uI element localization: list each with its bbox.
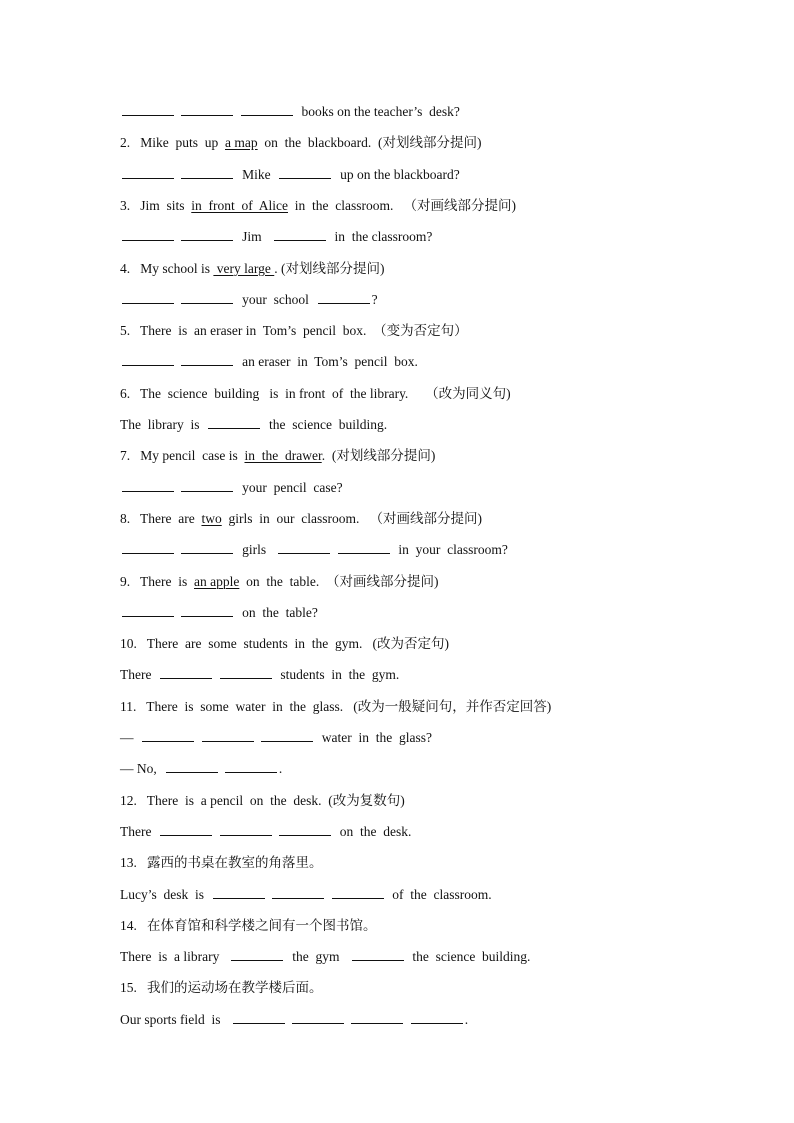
worksheet-line: [120, 886, 492, 904]
worksheet-line: [120, 979, 323, 997]
answer-blank[interactable]: [181, 615, 233, 617]
underlined-target-text: in front of Alice: [191, 197, 288, 213]
answer-blank[interactable]: [181, 552, 233, 554]
answer-blank[interactable]: [122, 302, 174, 304]
answer-blank[interactable]: [261, 740, 313, 742]
worksheet-line: [120, 854, 323, 872]
worksheet-line: [120, 291, 378, 309]
answer-blank[interactable]: [352, 959, 404, 961]
line-text: 6. The science building is in front of the library. （改为同义句): [120, 385, 511, 401]
answer-blank[interactable]: [332, 897, 384, 899]
answer-blank[interactable]: [411, 1022, 463, 1024]
answer-blank[interactable]: [241, 114, 293, 116]
line-text: [287, 1012, 290, 1027]
line-text: 15. 我们的运动场在教学楼后面。: [120, 980, 323, 996]
worksheet-line: [120, 134, 481, 152]
line-text: Our sports field is: [120, 1011, 231, 1027]
worksheet-line: [120, 479, 343, 497]
line-text: in the classroom. （对画线部分提问): [288, 197, 516, 213]
line-text: on the table. （对画线部分提问): [239, 573, 439, 589]
line-text: There: [120, 667, 159, 683]
answer-blank[interactable]: [122, 177, 174, 179]
worksheet-line: [120, 510, 482, 528]
line-text: 3. Jim sits: [120, 197, 192, 213]
answer-blank[interactable]: [160, 677, 212, 679]
answer-blank[interactable]: [279, 834, 331, 836]
answer-blank[interactable]: [122, 239, 174, 241]
line-text: [256, 730, 259, 745]
worksheet-line: [120, 322, 468, 340]
line-text: 9. There is: [120, 573, 194, 589]
answer-blank[interactable]: [318, 302, 370, 304]
worksheet-line: [120, 698, 551, 716]
worksheet-line: [120, 353, 418, 371]
line-text: —: [120, 730, 141, 745]
line-text: of the classroom.: [385, 886, 492, 902]
line-text: — No,: [120, 761, 164, 777]
worksheet-line: [120, 573, 438, 591]
answer-blank[interactable]: [292, 1022, 344, 1024]
worksheet-line: [120, 166, 460, 184]
line-text: [196, 730, 199, 745]
answer-blank[interactable]: [122, 490, 174, 492]
line-text: . (对划线部分提问): [274, 260, 385, 276]
underlined-target-text: a map: [225, 135, 258, 151]
answer-blank[interactable]: [122, 364, 174, 366]
line-text: Mike: [235, 166, 278, 182]
worksheet-line: [120, 760, 282, 778]
line-text: in the classroom?: [327, 229, 433, 245]
answer-blank[interactable]: [220, 834, 272, 836]
underlined-target-text: in the drawer: [244, 448, 322, 464]
worksheet-line: [120, 541, 508, 559]
answer-blank[interactable]: [160, 834, 212, 836]
worksheet-line: [120, 792, 405, 810]
worksheet-line: [120, 228, 432, 246]
answer-blank[interactable]: [213, 897, 265, 899]
answer-blank[interactable]: [166, 771, 218, 773]
answer-blank[interactable]: [220, 677, 272, 679]
worksheet-line: [120, 948, 530, 966]
answer-blank[interactable]: [202, 740, 254, 742]
line-text: Jim: [235, 229, 272, 245]
line-text: [176, 605, 179, 620]
answer-blank[interactable]: [122, 552, 174, 554]
line-text: [332, 542, 335, 557]
line-text: [274, 824, 277, 839]
underlined-target-text: two: [201, 510, 222, 526]
line-text: 10. There are some students in the gym. (改为否定句): [120, 636, 449, 652]
answer-blank[interactable]: [274, 239, 326, 241]
line-text: 11. There is some water in the glass. (改为一般疑问句，并作否定回答): [120, 698, 552, 714]
line-text: on the table?: [235, 604, 318, 620]
line-text: [267, 887, 270, 902]
line-text: [214, 667, 217, 682]
worksheet-line: [120, 666, 399, 684]
line-text: water in the glass?: [315, 730, 432, 745]
line-text: 2. Mike puts up: [120, 135, 226, 151]
answer-blank[interactable]: [351, 1022, 403, 1024]
line-text: 12. There is a pencil on the desk. (改为复数句): [120, 792, 405, 808]
worksheet-line: [120, 103, 460, 121]
line-text: 14. 在体育馆和科学楼之间有一个图书馆。: [120, 917, 377, 933]
answer-blank[interactable]: [278, 552, 330, 554]
line-text: up on the blackboard?: [333, 166, 460, 182]
answer-blank[interactable]: [225, 771, 277, 773]
line-text: There is a library: [120, 949, 230, 965]
line-text: the science building.: [262, 417, 388, 432]
line-text: books on the teacher’s desk?: [294, 104, 460, 119]
line-text: . (对划线部分提问): [321, 448, 436, 464]
worksheet-line: [120, 917, 377, 935]
line-text: your pencil case?: [235, 479, 343, 495]
line-text: [405, 1012, 408, 1027]
line-text: There: [120, 823, 159, 839]
underlined-target-text: very large: [213, 260, 275, 276]
line-text: 8. There are: [120, 510, 202, 526]
line-text: 7. My pencil case is: [120, 448, 245, 464]
line-text: 5. There is an eraser in Tom’s pencil box. （变为否定句）: [120, 323, 468, 339]
line-text: [235, 104, 238, 119]
worksheet-line: [120, 635, 449, 653]
line-text: girls in our classroom. （对画线部分提问): [221, 510, 482, 526]
answer-blank[interactable]: [233, 1022, 285, 1024]
worksheet-line: [120, 447, 435, 465]
worksheet-line: [120, 260, 385, 278]
worksheet-line: [120, 197, 516, 215]
line-text: [176, 167, 179, 182]
line-text: [176, 480, 179, 495]
line-text: Lucy’s desk is: [120, 886, 211, 902]
answer-blank[interactable]: [272, 897, 324, 899]
underlined-target-text: an apple: [194, 573, 240, 589]
answer-blank[interactable]: [231, 959, 283, 961]
line-text: on the desk.: [332, 823, 412, 839]
line-text: [176, 292, 179, 307]
answer-blank[interactable]: [142, 740, 194, 742]
answer-blank[interactable]: [279, 177, 331, 179]
line-text: girls: [235, 542, 277, 558]
worksheet-line: [120, 385, 511, 403]
answer-blank[interactable]: [181, 177, 233, 179]
line-text: the gym: [285, 949, 350, 965]
line-text: in your classroom?: [391, 542, 508, 558]
line-text: [326, 887, 329, 902]
worksheet-line: [120, 823, 411, 841]
line-text: .: [464, 1011, 469, 1027]
line-text: [176, 542, 179, 557]
answer-blank[interactable]: [122, 114, 174, 116]
line-text: [176, 354, 179, 369]
line-text: [176, 229, 179, 244]
answer-blank[interactable]: [181, 114, 233, 116]
line-text: [214, 824, 217, 839]
line-text: students in the gym.: [273, 667, 400, 683]
line-text: an eraser in Tom’s pencil box.: [235, 354, 418, 370]
answer-blank[interactable]: [181, 490, 233, 492]
worksheet-line: [120, 416, 387, 434]
line-text: 13. 露西的书桌在教室的角落里。: [120, 855, 323, 871]
answer-blank[interactable]: [338, 552, 390, 554]
line-text: .: [278, 761, 283, 777]
line-text: the science building.: [405, 949, 531, 965]
worksheet-line: [120, 729, 432, 747]
line-text: 4. My school is: [120, 260, 214, 276]
answer-blank[interactable]: [181, 364, 233, 366]
worksheet-line: [120, 604, 318, 622]
line-text: [220, 761, 223, 776]
answer-blank[interactable]: [181, 302, 233, 304]
line-text: The library is: [120, 417, 207, 432]
line-text: ?: [371, 291, 378, 307]
answer-blank[interactable]: [181, 239, 233, 241]
line-text: [346, 1012, 349, 1027]
worksheet-line: [120, 1011, 468, 1029]
answer-blank[interactable]: [122, 615, 174, 617]
line-text: on the blackboard. (对划线部分提问): [257, 135, 482, 151]
line-text: your school: [235, 291, 316, 307]
answer-blank[interactable]: [208, 427, 260, 429]
line-text: [176, 104, 179, 119]
